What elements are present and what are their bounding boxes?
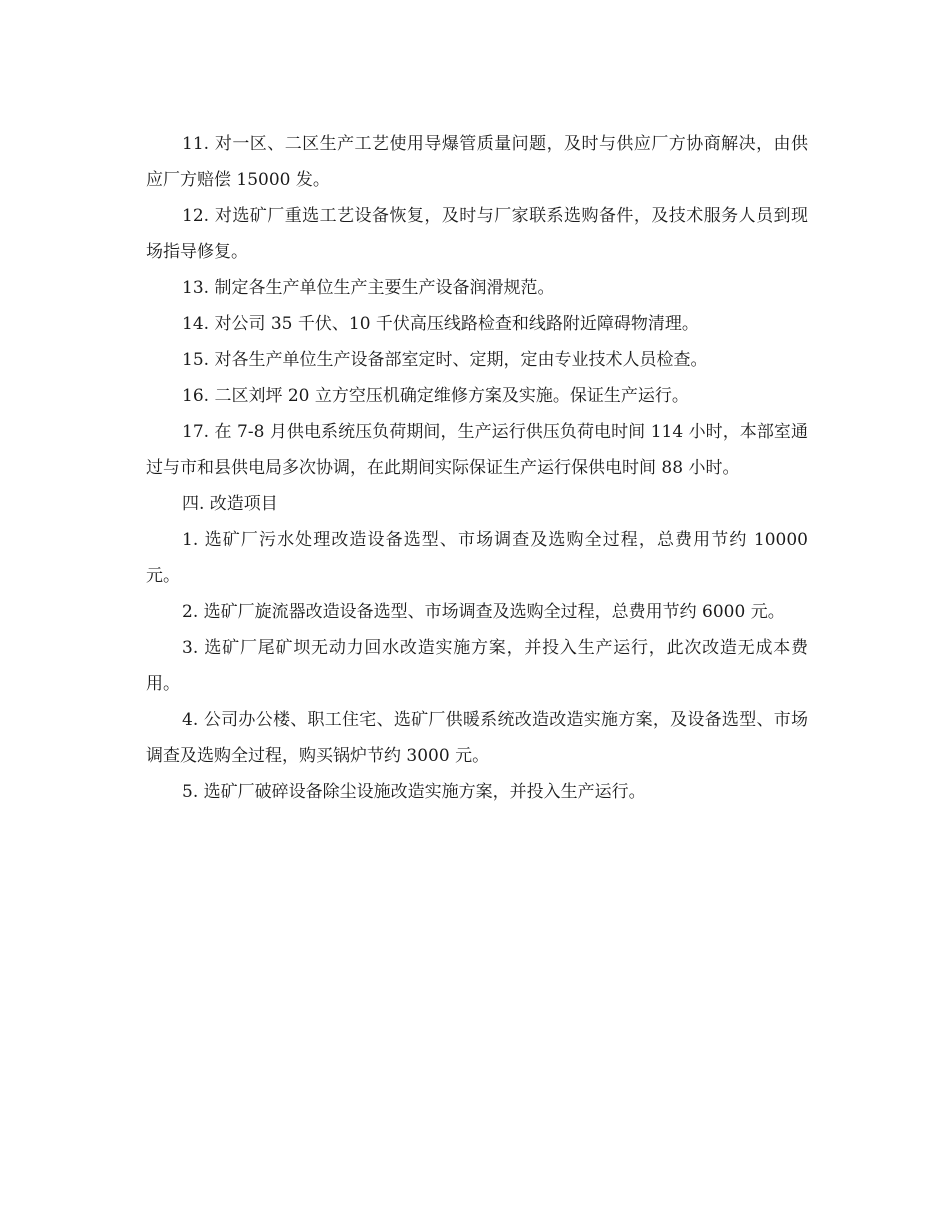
item-12-paragraph: 12. 对选矿厂重选工艺设备恢复，及时与厂家联系选购备件，及技术服务人员到现场指导修复。 — [146, 206, 808, 262]
renovation-item-5: 5. 选矿厂破碎设备除尘设施改造实施方案，并投入生产运行。 — [182, 782, 646, 802]
section-heading-renovation: 四. 改造项目 — [182, 494, 278, 514]
document-body — [146, 126, 808, 810]
renovation-item-1: 1. 选矿厂污水处理改造设备选型、市场调查及选购全过程，总费用节约 10000 元。 — [146, 530, 808, 586]
renovation-item-3: 3. 选矿厂尾矿坝无动力回水改造实施方案，并投入生产运行，此次改造无成本费用。 — [146, 638, 808, 694]
item-17-paragraph: 17. 在 7-8 月供电系统压负荷期间，生产运行供压负荷电时间 114 小时，本部室通过与市和县供电局多次协调，在此期间实际保证生产运行保供电时间 88 小时。 — [146, 422, 808, 478]
item-13-paragraph: 13. 制定各生产单位生产主要生产设备润滑规范。 — [182, 278, 555, 298]
renovation-item-4: 4. 公司办公楼、职工住宅、选矿厂供暖系统改造改造实施方案，及设备选型、市场调查及选购全过程，购买锅炉节约 3000 元。 — [146, 710, 808, 766]
item-14-paragraph: 14. 对公司 35 千伏、10 千伏高压线路检查和线路附近障碍物清理。 — [182, 314, 699, 334]
item-16-paragraph: 16. 二区刘坪 20 立方空压机确定维修方案及实施。保证生产运行。 — [182, 386, 689, 406]
renovation-item-2: 2. 选矿厂旋流器改造设备选型、市场调查及选购全过程，总费用节约 6000 元。 — [182, 602, 785, 622]
item-11-paragraph: 11. 对一区、二区生产工艺使用导爆管质量问题，及时与供应厂方协商解决，由供应厂方赔偿 15000 发。 — [146, 134, 808, 190]
item-15-paragraph: 15. 对各生产单位生产设备部室定时、定期，定由专业技术人员检查。 — [182, 350, 708, 370]
